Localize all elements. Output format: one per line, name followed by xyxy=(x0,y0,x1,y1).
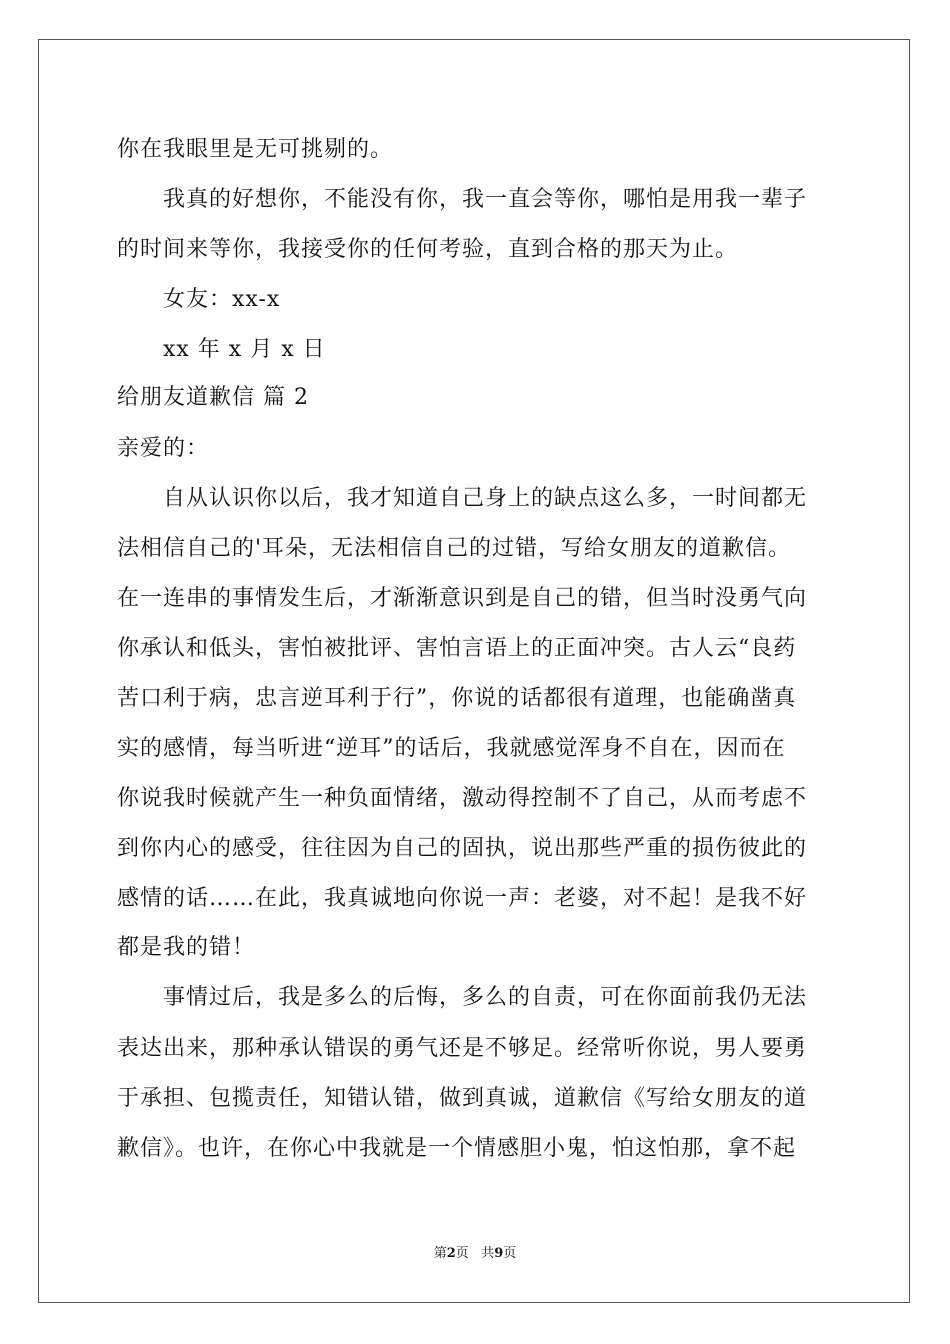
text-line: 你在我眼里是无可挑剔的。 xyxy=(117,137,394,162)
text-line: 感情的话……在此，我真诚地向你说一声：老婆，对不起！是我不好 xyxy=(117,886,808,911)
total-prefix: 共 xyxy=(481,1246,495,1261)
section-heading: 给朋友道歉信 篇 2 xyxy=(117,385,309,410)
text-line: 自从认识你以后，我才知道自己身上的缺点这么多，一时间都无 xyxy=(163,486,808,511)
text-line: 法相信自己的'耳朵，无法相信自己的过错，写给女朋友的道歉信。 xyxy=(117,536,792,561)
text-line: 都是我的错！ xyxy=(117,935,256,960)
total-suffix: 页 xyxy=(503,1246,517,1261)
page-number: 2 xyxy=(446,1246,456,1261)
date-line: xx 年 x 月 x 日 xyxy=(163,337,326,362)
text-line: 你说我时候就产生一种负面情绪，激动得控制不了自己，从而考虑不 xyxy=(117,786,808,811)
signature-line: 女友：xx-x xyxy=(163,287,281,312)
text-line: 你承认和低头，害怕被批评、害怕言语上的正面冲突。古人云“良药 xyxy=(117,636,797,661)
page-prefix: 第 xyxy=(433,1246,447,1261)
text-line: 我真的好想你，不能没有你，我一直会等你，哪怕是用我一辈子 xyxy=(163,187,808,212)
total-pages: 9 xyxy=(494,1246,504,1261)
text-line: 到你内心的感受，往往因为自己的固执，说出那些严重的损伤彼此的 xyxy=(117,836,808,861)
page-suffix: 页 xyxy=(455,1246,469,1261)
text-line: 在一连串的事情发生后，才渐渐意识到是自己的错，但当时没勇气向 xyxy=(117,586,808,611)
text-line: 表达出来，那种承认错误的勇气还是不够足。经常听你说，男人要勇 xyxy=(117,1036,808,1061)
page-footer xyxy=(0,1245,950,1263)
text-line: 实的感情，每当听进“逆耳”的话后，我就感觉浑身不自在，因而在 xyxy=(117,736,786,761)
salutation: 亲爱的： xyxy=(117,436,210,461)
text-line: 事情过后，我是多么的后悔，多么的自责，可在你面前我仍无法 xyxy=(163,985,808,1010)
text-line: 歉信》。也许，在你心中我就是一个情感胆小鬼，怕这怕那，拿不起 xyxy=(117,1136,797,1161)
text-line: 苦口利于病，忠言逆耳利于行”，你说的话都很有道理，也能确凿真 xyxy=(117,686,797,711)
text-line: 于承担、包揽责任，知错认错，做到真诚，道歉信《写给女朋友的道 xyxy=(117,1086,808,1111)
text-line: 的时间来等你，我接受你的任何考验，直到合格的那天为止。 xyxy=(117,237,739,262)
